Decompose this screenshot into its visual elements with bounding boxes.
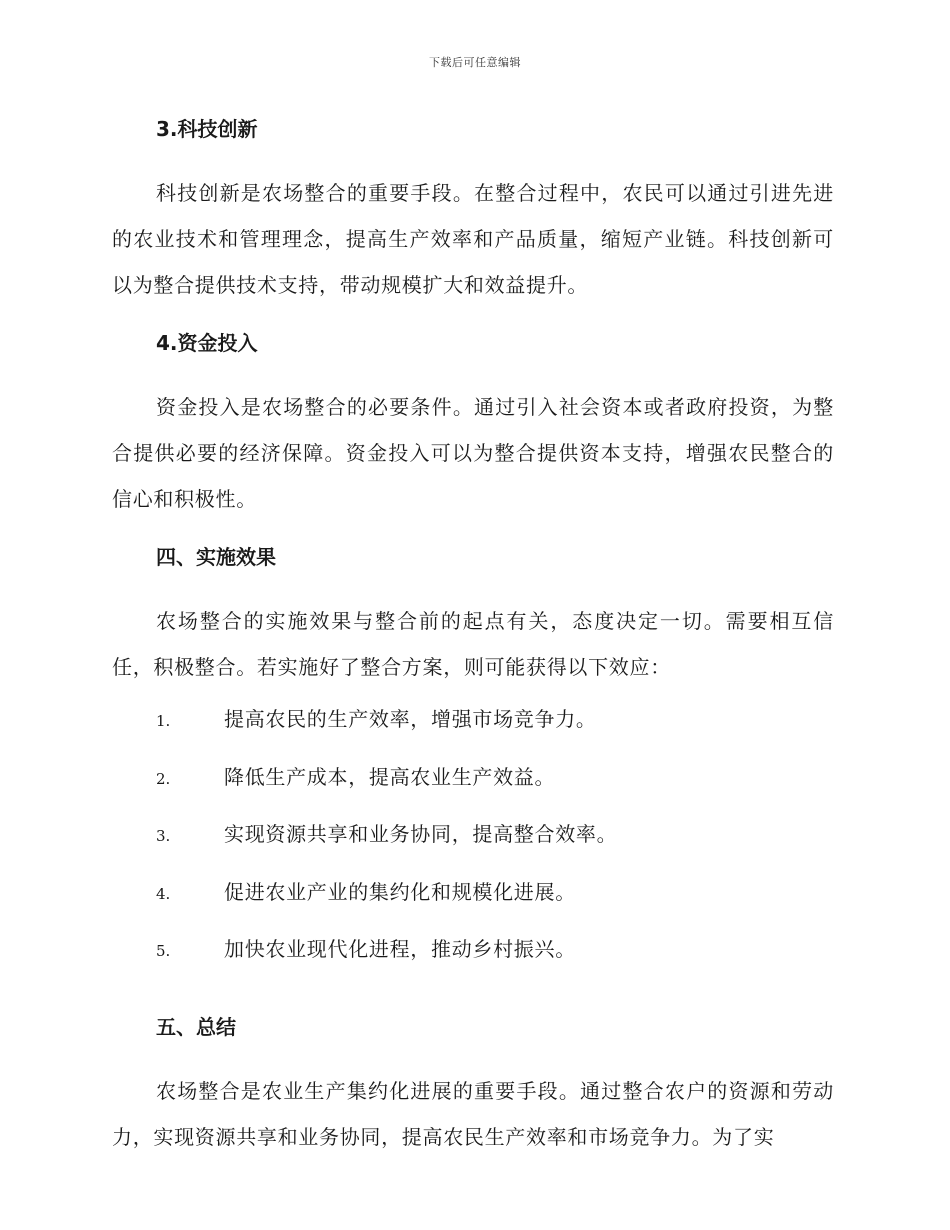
list-item: [112, 934, 834, 992]
paragraph-tech-innovation: 科技创新是农场整合的重要手段。在整合过程中，农民可以通过引进先进的农业技术和管理理念，提高生产效率和产品质量，缩短产业链。科技创新可以为整合提供技术支持，带动规模扩大和效益提升。: [112, 181, 834, 297]
paragraph-summary: 农场整合是农业生产集约化进展的重要手段。通过整合农户的资源和劳动力，实现资源共享和业务协同，提高农民生产效率和市场竞争力。为了实: [112, 1078, 834, 1149]
paragraph-capital-investment: 资金投入是农场整合的必要条件。通过引入社会资本或者政府投资，为整合提供必要的经济保障。资金投入可以为整合提供资本支持，增强农民整合的信心和积极性。: [112, 395, 834, 511]
effects-list: [112, 704, 834, 992]
section-heading-tech-innovation: 3.科技创新: [156, 117, 258, 141]
paragraph-implementation-effects: 农场整合的实施效果与整合前的起点有关，态度决定一切。需要相互信任，积极整合。若实施好了整合方案，则可能获得以下效应：: [112, 609, 834, 679]
section-heading-summary: 五、总结: [156, 1014, 236, 1039]
list-item-text: 降低生产成本，提高农业生产效益。: [224, 764, 556, 789]
list-item-text: 实现资源共享和业务协同，提高整合效率。: [224, 822, 618, 846]
list-item-text: 加快农业现代化进程，推动乡村振兴。: [224, 937, 576, 961]
document-body: [112, 108, 834, 1174]
list-item: [112, 704, 834, 762]
list-item: [112, 877, 834, 935]
section-heading-capital-investment: 4.资金投入: [156, 331, 258, 355]
list-item-text: 促进农业产业的集约化和规模化进展。: [224, 879, 576, 904]
list-item-number: 2.: [156, 769, 171, 788]
page-header: 下载后可任意编辑: [429, 56, 521, 69]
list-item: [112, 762, 834, 820]
list-item-number: 1.: [156, 712, 171, 730]
section-heading-implementation-effects: 四、实施效果: [156, 545, 276, 569]
list-item-text: 提高农民的生产效率，增强市场竞争力。: [224, 707, 597, 731]
list-item-number: 5.: [156, 942, 171, 960]
list-item-number: 3.: [156, 827, 171, 845]
list-item-number: 4.: [156, 884, 171, 903]
list-item: [112, 819, 834, 877]
